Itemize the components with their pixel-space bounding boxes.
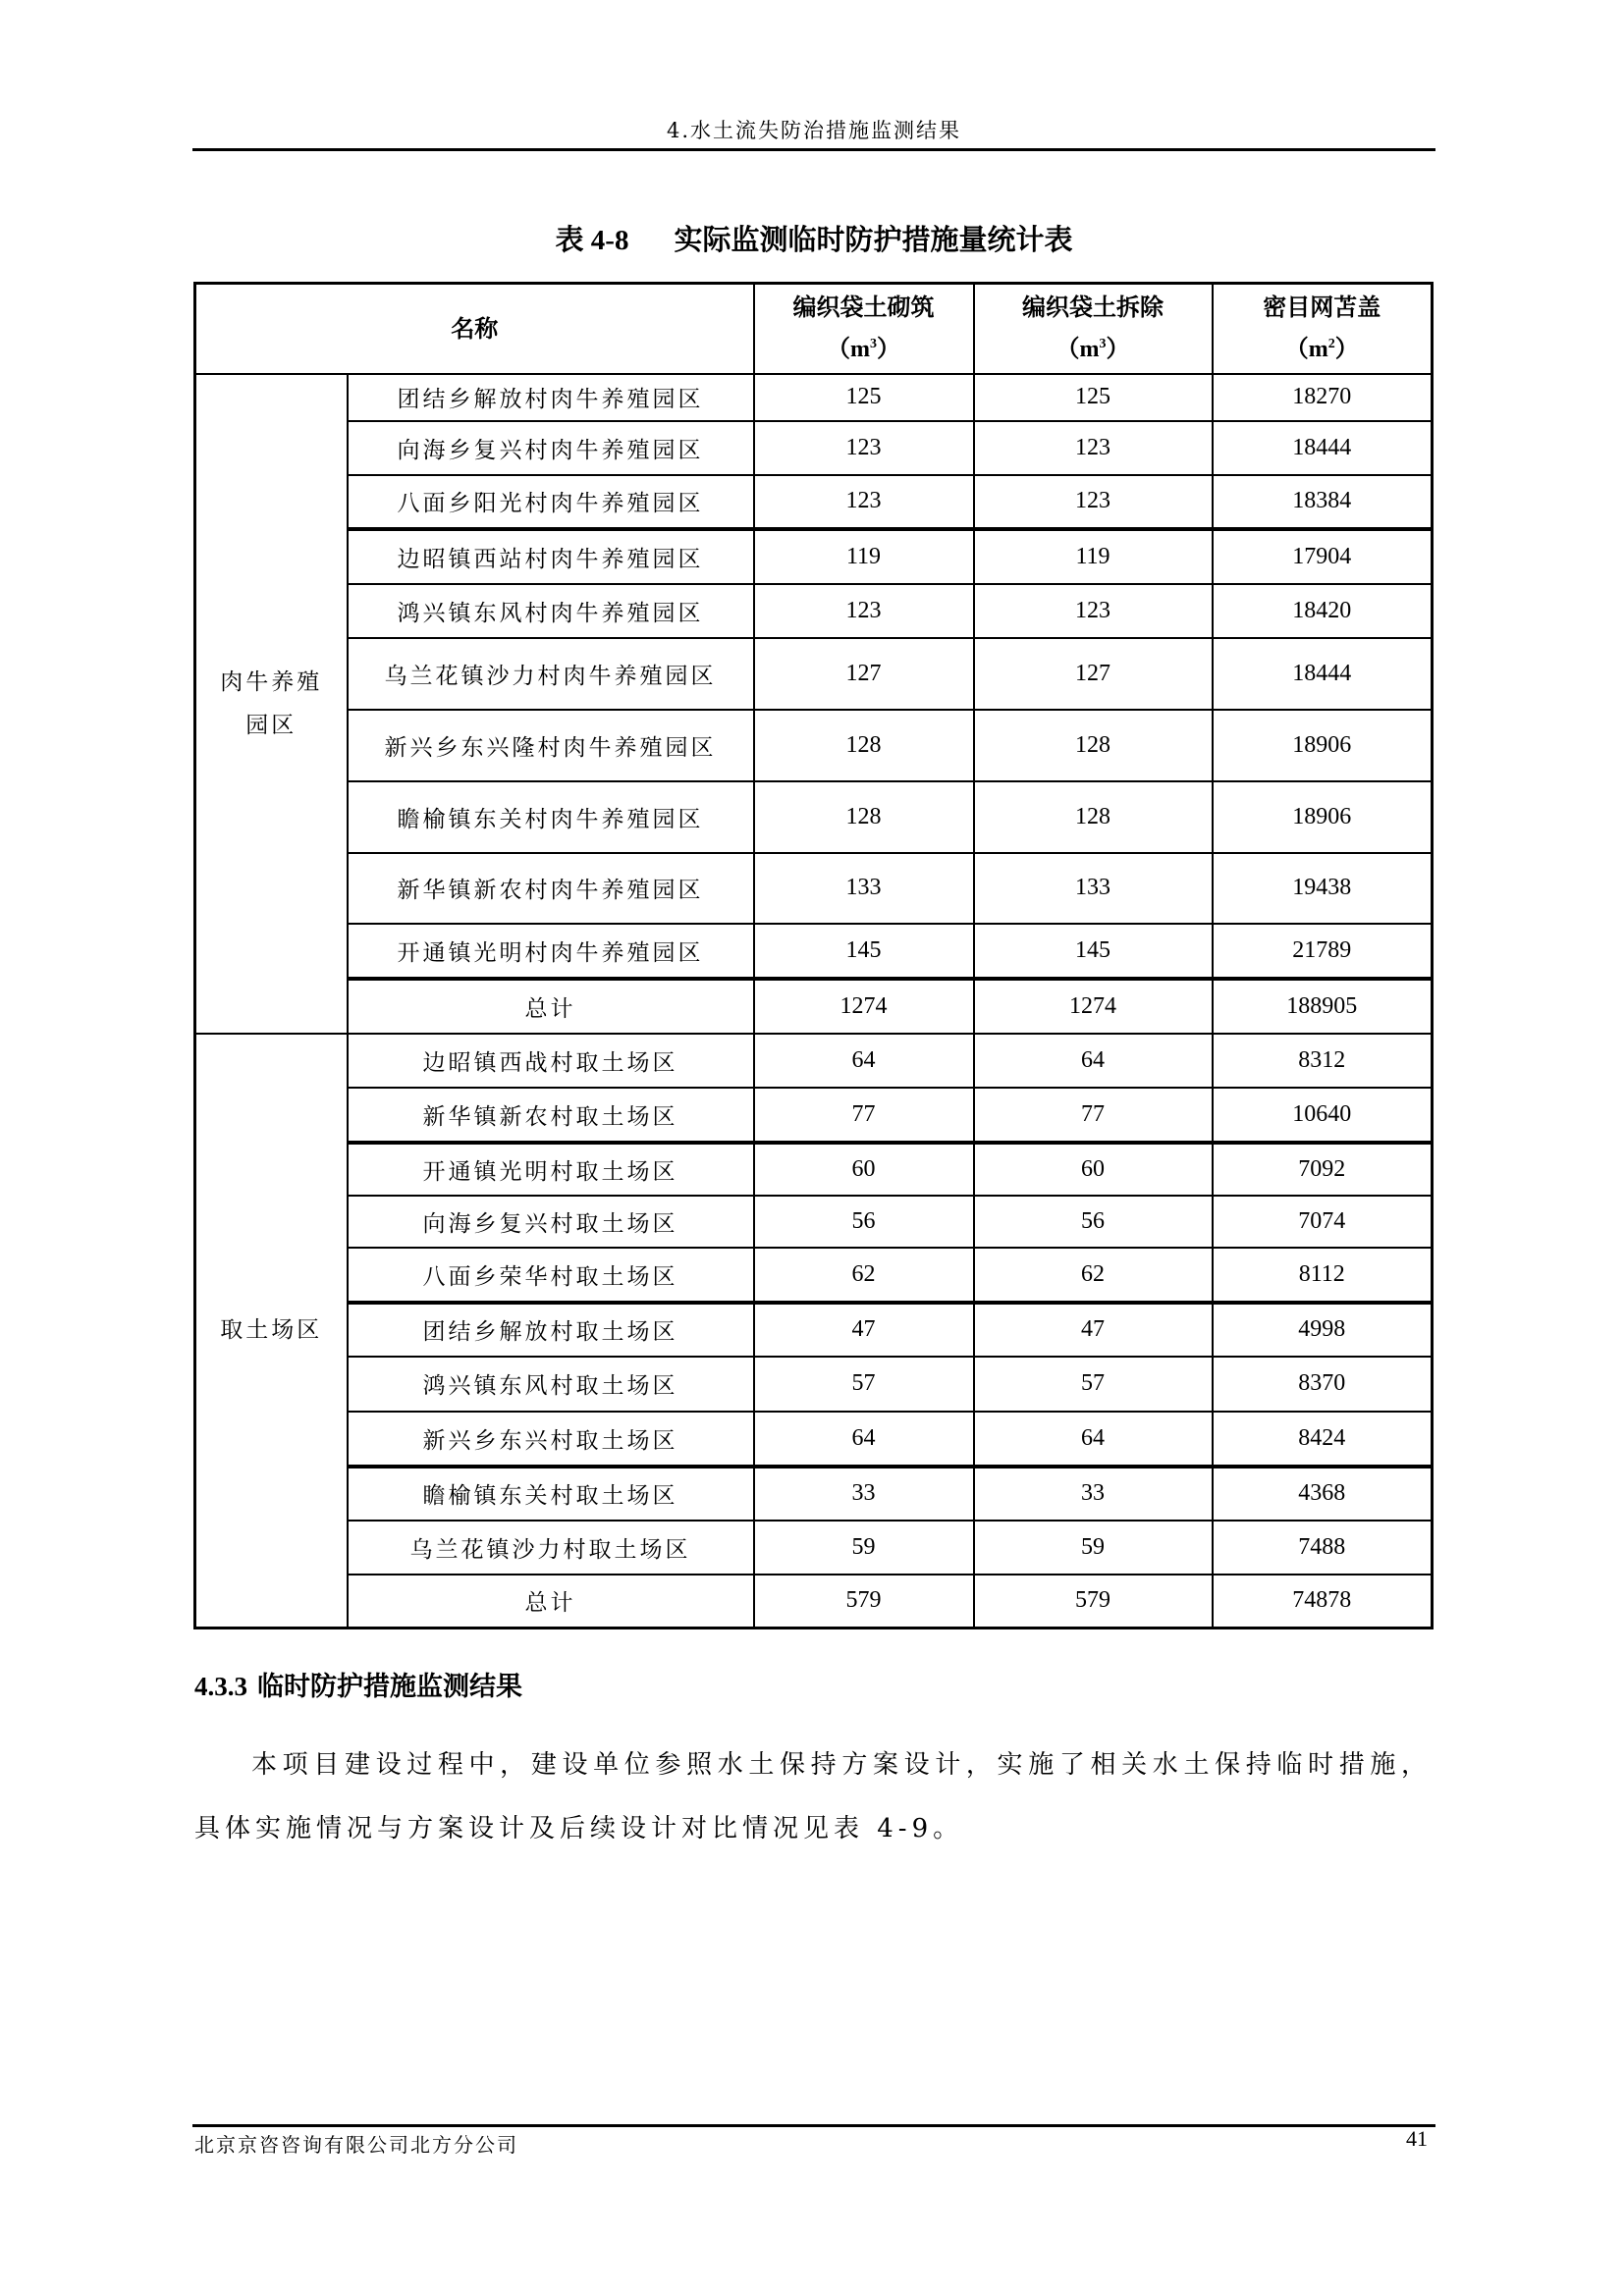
table-row: [195, 1248, 1433, 1303]
row-name-cell: 边昭镇西站村肉牛养殖园区: [348, 529, 754, 584]
bag-build-cell: 33: [754, 1467, 974, 1521]
bag-build-cell: 133: [754, 853, 974, 924]
bag-remove-cell: 33: [974, 1467, 1213, 1521]
table-row: [195, 475, 1433, 529]
column-header-net-cover: [1213, 284, 1433, 374]
row-name-cell: 乌兰花镇沙力村肉牛养殖园区: [348, 638, 754, 710]
net-cover-cell: 74878: [1213, 1575, 1433, 1629]
bag-build-cell: 47: [754, 1303, 974, 1357]
column-header-unit: $(m^3)$: [1056, 337, 1130, 363]
bag-remove-cell: 47: [974, 1303, 1213, 1357]
table-title: 实际监测临时防护措施量统计表: [674, 223, 1073, 256]
net-cover-cell: 188905: [1213, 979, 1433, 1034]
bag-remove-cell: 56: [974, 1196, 1213, 1248]
net-cover-cell: 7074: [1213, 1196, 1433, 1248]
column-header-unit: $(m^2)$: [1284, 337, 1359, 363]
bag-build-cell: 57: [754, 1357, 974, 1412]
table-row: [195, 584, 1433, 638]
net-cover-cell: 8312: [1213, 1034, 1433, 1088]
row-name-cell: 团结乡解放村取土场区: [348, 1303, 754, 1357]
net-cover-cell: 7488: [1213, 1521, 1433, 1575]
body-paragraph: 本项目建设过程中，建设单位参照水土保持方案设计，实施了相关水土保持临时措施，具体实施情况与方案设计及后续设计对比情况见表 4-9。: [194, 1750, 1432, 1843]
row-name-cell: 新兴乡东兴隆村肉牛养殖园区: [348, 710, 754, 781]
bag-build-cell: 128: [754, 710, 974, 781]
row-name-cell: 乌兰花镇沙力村取土场区: [348, 1521, 754, 1575]
bag-remove-cell: 125: [974, 374, 1213, 421]
bag-build-cell: 77: [754, 1088, 974, 1143]
net-cover-cell: 10640: [1213, 1088, 1433, 1143]
bag-remove-cell: 123: [974, 584, 1213, 638]
bag-remove-cell: 119: [974, 529, 1213, 584]
bag-build-cell: 62: [754, 1248, 974, 1303]
table-number: 表 4-8: [555, 225, 629, 256]
header-rule: [192, 148, 1435, 151]
net-cover-cell: 18270: [1213, 374, 1433, 421]
table-row: [195, 638, 1433, 710]
net-cover-cell: 18444: [1213, 638, 1433, 710]
table-row: [195, 853, 1433, 924]
table-row: [195, 710, 1433, 781]
row-name-cell: 鸿兴镇东风村取土场区: [348, 1357, 754, 1412]
table-row: [195, 1196, 1433, 1248]
bag-remove-cell: 145: [974, 924, 1213, 979]
group-label-line: 取土场区: [220, 1317, 323, 1344]
group-label: [195, 374, 348, 1034]
bag-build-cell: 127: [754, 638, 974, 710]
table-row: [195, 1303, 1433, 1357]
bag-build-cell: 64: [754, 1412, 974, 1467]
bag-build-cell: 119: [754, 529, 974, 584]
bag-build-cell: 64: [754, 1034, 974, 1088]
bag-remove-cell: 579: [974, 1575, 1213, 1629]
group-label-line: 园区: [245, 712, 298, 738]
row-name-cell: 瞻榆镇东关村肉牛养殖园区: [348, 781, 754, 853]
bag-remove-cell: 60: [974, 1143, 1213, 1196]
bag-remove-cell: 77: [974, 1088, 1213, 1143]
group-label-line: 肉牛养殖: [220, 668, 323, 695]
table-row: [195, 1357, 1433, 1412]
column-header-label: 编织袋土砌筑: [792, 293, 935, 322]
bag-remove-cell: 64: [974, 1034, 1213, 1088]
group-label: [195, 1034, 348, 1629]
row-name-cell: 新华镇新农村肉牛养殖园区: [348, 853, 754, 924]
net-cover-cell: 8112: [1213, 1248, 1433, 1303]
net-cover-cell: 19438: [1213, 853, 1433, 924]
bag-build-cell: 145: [754, 924, 974, 979]
column-header-unit: $(m^3)$: [827, 337, 900, 363]
net-cover-cell: 17904: [1213, 529, 1433, 584]
net-cover-cell: 18420: [1213, 584, 1433, 638]
row-name-cell: 鸿兴镇东风村肉牛养殖园区: [348, 584, 754, 638]
section-heading: [194, 1669, 522, 1704]
net-cover-cell: 18384: [1213, 475, 1433, 529]
bag-remove-cell: 64: [974, 1412, 1213, 1467]
bag-build-cell: 123: [754, 584, 974, 638]
table-row: [195, 924, 1433, 979]
measures-table: [193, 282, 1434, 1629]
net-cover-cell: 4998: [1213, 1303, 1433, 1357]
bag-remove-cell: 133: [974, 853, 1213, 924]
column-header-name: [195, 284, 754, 374]
row-name-cell: 向海乡复兴村肉牛养殖园区: [348, 421, 754, 475]
bag-remove-cell: 128: [974, 710, 1213, 781]
row-name-cell: 边昭镇西战村取土场区: [348, 1034, 754, 1088]
bag-remove-cell: 128: [974, 781, 1213, 853]
table-row: [195, 421, 1433, 475]
table-row: [195, 1412, 1433, 1467]
bag-remove-cell: 127: [974, 638, 1213, 710]
table-row: [195, 1143, 1433, 1196]
row-name-cell: 开通镇光明村取土场区: [348, 1143, 754, 1196]
row-name-cell: 新华镇新农村取土场区: [348, 1088, 754, 1143]
net-cover-cell: 18444: [1213, 421, 1433, 475]
table-row: [195, 1467, 1433, 1521]
bag-build-cell: 60: [754, 1143, 974, 1196]
net-cover-cell: 8370: [1213, 1357, 1433, 1412]
net-cover-cell: 21789: [1213, 924, 1433, 979]
column-header-label: 编织袋土拆除: [1022, 293, 1164, 322]
bag-build-cell: 125: [754, 374, 974, 421]
bag-remove-cell: 1274: [974, 979, 1213, 1034]
table-row: [195, 1521, 1433, 1575]
row-name-cell: 新兴乡东兴村取土场区: [348, 1412, 754, 1467]
row-name-cell: 瞻榆镇东关村取土场区: [348, 1467, 754, 1521]
bag-build-cell: 1274: [754, 979, 974, 1034]
bag-build-cell: 128: [754, 781, 974, 853]
section-number: 4.3.3: [194, 1672, 247, 1701]
bag-build-cell: 123: [754, 475, 974, 529]
table-row: [195, 781, 1433, 853]
row-name-cell: 向海乡复兴村取土场区: [348, 1196, 754, 1248]
page-number: 41: [1406, 2126, 1428, 2151]
row-name-cell: 总计: [348, 1575, 754, 1629]
table-row: [195, 1088, 1433, 1143]
table-row: [195, 374, 1433, 421]
bag-remove-cell: 123: [974, 421, 1213, 475]
bag-build-cell: 123: [754, 421, 974, 475]
column-header-bag-build: [754, 284, 974, 374]
table-header-row: [195, 284, 1433, 374]
net-cover-cell: 18906: [1213, 710, 1433, 781]
footer-rule: [192, 2124, 1435, 2127]
bag-remove-cell: 123: [974, 475, 1213, 529]
footer-company: 北京京咨咨询有限公司北方分公司: [194, 2133, 518, 2157]
row-name-cell: 八面乡荣华村取土场区: [348, 1248, 754, 1303]
table-total-row: [195, 979, 1433, 1034]
running-header: 4.水土流失防治措施监测结果: [666, 119, 962, 142]
net-cover-cell: 7092: [1213, 1143, 1433, 1196]
row-name-cell: 团结乡解放村肉牛养殖园区: [348, 374, 754, 421]
table-total-row: [195, 1575, 1433, 1629]
bag-remove-cell: 62: [974, 1248, 1213, 1303]
net-cover-cell: 4368: [1213, 1467, 1433, 1521]
row-name-cell: 总计: [348, 979, 754, 1034]
column-header-label: 名称: [451, 313, 499, 343]
table-row: [195, 529, 1433, 584]
table-row: [195, 1034, 1433, 1088]
net-cover-cell: 8424: [1213, 1412, 1433, 1467]
bag-remove-cell: 57: [974, 1357, 1213, 1412]
table-body: [195, 374, 1433, 1629]
column-header-label: 密目网苫盖: [1263, 293, 1381, 322]
table-caption: [192, 220, 1435, 259]
net-cover-cell: 18906: [1213, 781, 1433, 853]
column-header-bag-remove: [974, 284, 1213, 374]
bag-build-cell: 579: [754, 1575, 974, 1629]
section-title: 临时防护措施监测结果: [257, 1672, 522, 1702]
bag-build-cell: 56: [754, 1196, 974, 1248]
bag-remove-cell: 59: [974, 1521, 1213, 1575]
bag-build-cell: 59: [754, 1521, 974, 1575]
row-name-cell: 八面乡阳光村肉牛养殖园区: [348, 475, 754, 529]
row-name-cell: 开通镇光明村肉牛养殖园区: [348, 924, 754, 979]
